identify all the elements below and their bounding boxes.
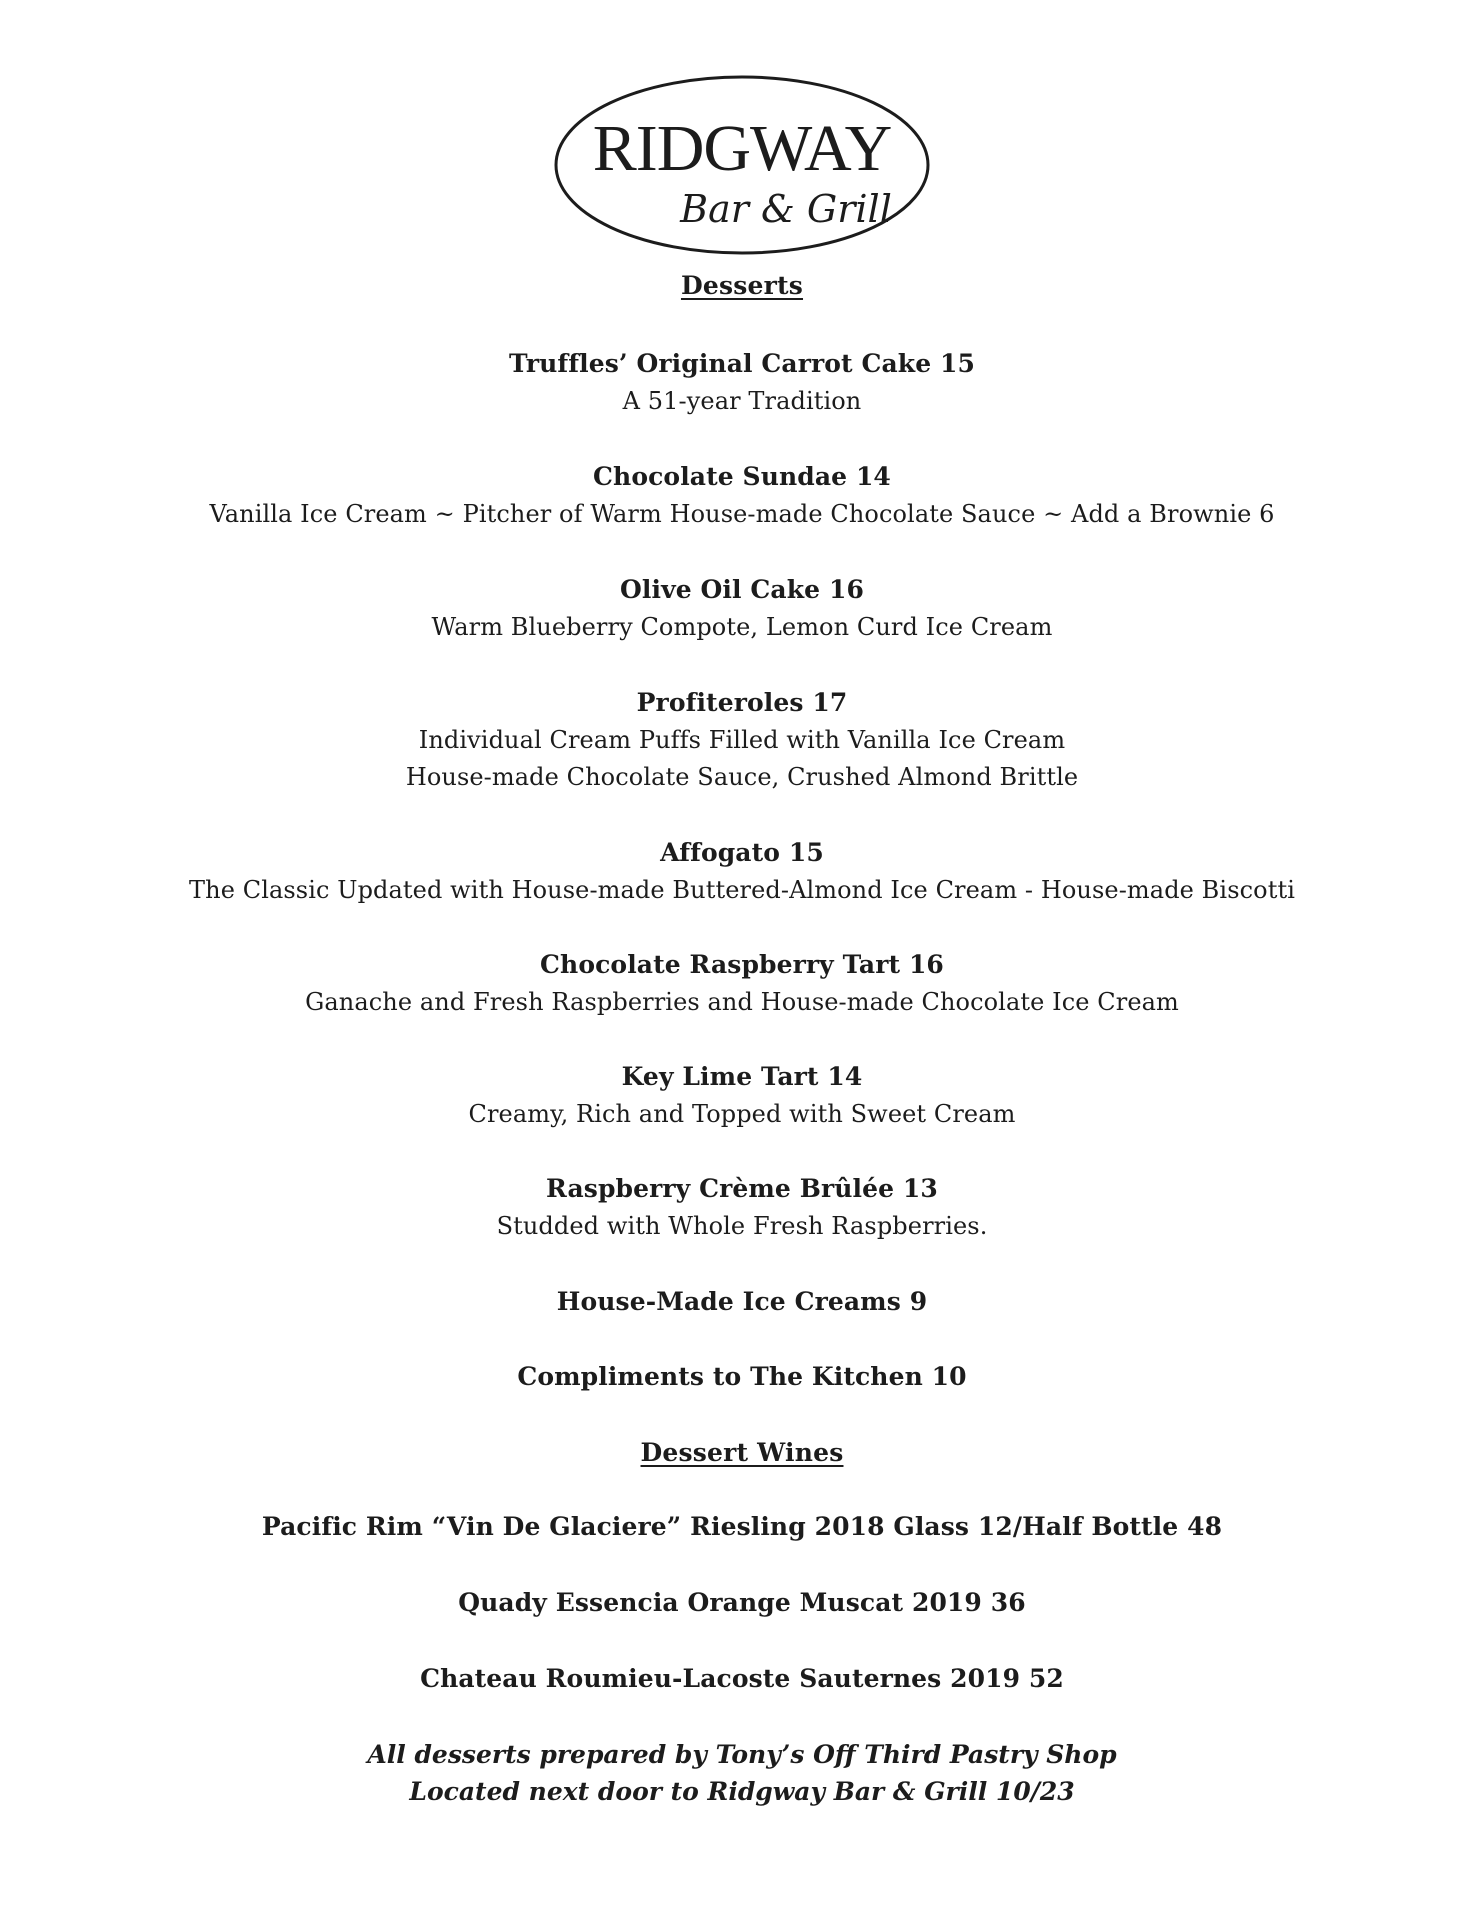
- dessert-item-desc: Individual Cream Puffs Filled with Vanilla Ice Cream: [418, 726, 1066, 754]
- dessert-item-name: Truffles’ Original Carrot Cake 15: [508, 349, 975, 378]
- wine-item-name: Pacific Rim “Vin De Glaciere” Riesling 2018 Glass 12/Half Bottle 48: [261, 1512, 1223, 1541]
- dessert-item-name: Affogato 15: [660, 838, 824, 867]
- dessert-item: [0, 684, 1484, 796]
- dessert-item: [0, 1170, 1484, 1245]
- dessert-item-name: Chocolate Sundae 14: [593, 462, 891, 491]
- footer-line: Located next door to Ridgway Bar & Grill 10/23: [409, 1777, 1075, 1806]
- wine-item: [0, 1584, 1484, 1622]
- wine-item: [0, 1660, 1484, 1698]
- dessert-item-desc: Studded with Whole Fresh Raspberries.: [496, 1212, 988, 1240]
- dessert-item: [0, 1058, 1484, 1133]
- ridgway-logo: [550, 70, 934, 260]
- dessert-item: [0, 834, 1484, 909]
- dessert-item-desc: House-made Chocolate Sauce, Crushed Almond Brittle: [405, 763, 1079, 791]
- desserts-heading: Desserts: [680, 271, 804, 300]
- dessert-item-name: House-Made Ice Creams 9: [556, 1287, 928, 1316]
- dessert-item-desc: Creamy, Rich and Topped with Sweet Cream: [468, 1100, 1016, 1128]
- dessert-item: [0, 1283, 1484, 1321]
- ridgway-logo-graphic: [550, 70, 934, 260]
- dessert-item-name: Profiteroles 17: [636, 688, 848, 717]
- dessert-item-desc: Warm Blueberry Compote, Lemon Curd Ice Cream: [431, 613, 1053, 641]
- wine-item: [0, 1508, 1484, 1546]
- wine-item-name: Quady Essencia Orange Muscat 2019 36: [458, 1588, 1026, 1617]
- dessert-item-desc: The Classic Updated with House-made Buttered-Almond Ice Cream - House-made Biscotti: [189, 876, 1295, 904]
- footer-note: [0, 1736, 1484, 1810]
- dessert-item: [0, 946, 1484, 1021]
- dessert-item: [0, 1358, 1484, 1396]
- dessert-item: [0, 458, 1484, 533]
- dessert-item-name: Compliments to The Kitchen 10: [517, 1362, 967, 1391]
- dessert-item-name: Raspberry Crème Brûlée 13: [546, 1174, 938, 1203]
- logo-subbrand-text: Bar & Grill: [680, 187, 892, 231]
- dessert-item: [0, 571, 1484, 646]
- logo-brand-text: RIDGWAY: [592, 112, 892, 185]
- dessert-item-desc: Vanilla Ice Cream ~ Pitcher of Warm House-made Chocolate Sauce ~ Add a Brownie 6: [209, 500, 1275, 528]
- dessert-item-name: Key Lime Tart 14: [621, 1062, 863, 1091]
- dessert-wines-heading: Dessert Wines: [640, 1438, 844, 1467]
- dessert-item: [0, 345, 1484, 420]
- dessert-item-name: Chocolate Raspberry Tart 16: [540, 950, 944, 979]
- dessert-item-desc: A 51-year Tradition: [622, 387, 862, 415]
- footer-line: All desserts prepared by Tony’s Off Third Pastry Shop: [367, 1740, 1117, 1769]
- wine-item-name: Chateau Roumieu-Lacoste Sauternes 2019 52: [420, 1664, 1064, 1693]
- dessert-item-desc: Ganache and Fresh Raspberries and House-made Chocolate Ice Cream: [305, 988, 1179, 1016]
- dessert-item-name: Olive Oil Cake 16: [620, 575, 864, 604]
